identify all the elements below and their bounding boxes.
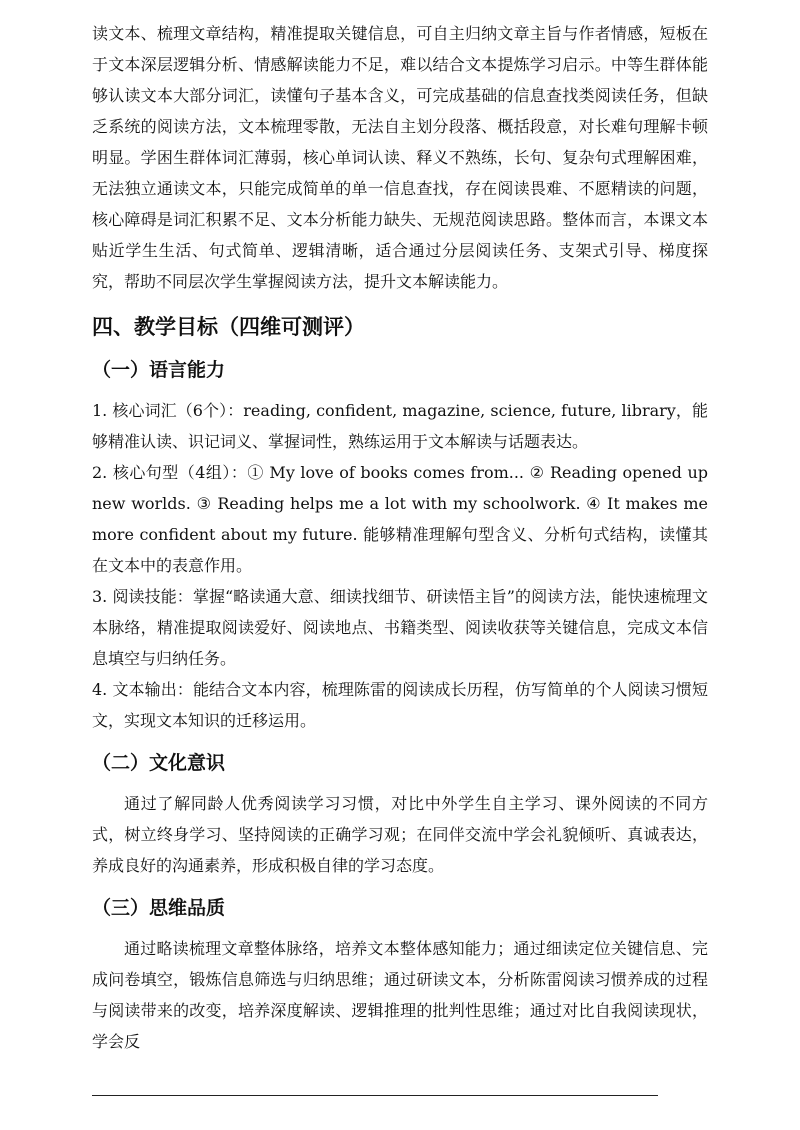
subsection-title-language: （一）语言能力	[92, 359, 226, 381]
document-page	[92, 18, 708, 1057]
subsection-title-thinking: （三）思维品质	[92, 897, 226, 919]
footer-divider	[92, 1095, 658, 1096]
list-item: 1. 核心词汇（6个）：reading, confident, magazine, science, future, library，能够精准认读、识记词义、掌握词性，熟练运用于文本解读与话题表达。	[92, 401, 708, 451]
list-item: 4. 文本输出：能结合文本内容，梳理陈雷的阅读成长历程，仿写简单的个人阅读习惯短文，实现文本知识的迁移运用。	[92, 680, 708, 730]
section-title: 四、教学目标（四维可测评）	[92, 315, 365, 339]
culture-paragraph: 通过了解同龄人优秀阅读学习习惯，对比中外学生自主学习、课外阅读的不同方式，树立终身学习、坚持阅读的正确学习观；在同伴交流中学会礼貌倾听、真诚表达，养成良好的沟通素养，形成积极自律的学习态度。	[92, 794, 708, 875]
intro-paragraph: 读文本、梳理文章结构，精准提取关键信息，可自主归纳文章主旨与作者情感，短板在于文本深层逻辑分析、情感解读能力不足，难以结合文本提炼学习启示。中等生群体能够认读文本大部分词汇，读懂句子基本含义，可完成基础的信息查找类阅读任务，但缺乏系统的阅读方法，文本梳理零散，无法自主划分段落、概括段意，对长难句理解卡顿明显。学困生群体词汇薄弱，核心单词认读、释义不熟练，长句、复杂句式理解困难，无法独立通读文本，只能完成简单的单一信息查找，存在阅读畏难、不愿精读的问题，核心障碍是词汇积累不足、文本分析能力缺失、无规范阅读思路。整体而言，本课文本贴近学生生活、句式简单、逻辑清晰，适合通过分层阅读任务、支架式引导、梯度探究，帮助不同层次学生掌握阅读方法，提升文本解读能力。	[92, 24, 708, 291]
subsection-title-culture: （二）文化意识	[92, 752, 226, 774]
list-item: 2. 核心句型（4组）：① My love of books comes from... ② Reading opened up new worlds. ③ Reading helps me a lot with my schoolwork. ④ It makes me more confident about my future. 能够精准理解句型含义、分析句式结构，读懂其在文本中的表意作用。	[92, 463, 708, 575]
thinking-paragraph: 通过略读梳理文章整体脉络，培养文本整体感知能力；通过细读定位关键信息、完成问卷填空，锻炼信息筛选与归纳思维；通过研读文本，分析陈雷阅读习惯养成的过程与阅读带来的改变，培养深度解读、逻辑推理的批判性思维；通过对比自我阅读现状，学会反	[92, 939, 708, 1051]
list-item: 3. 阅读技能：掌握“略读通大意、细读找细节、研读悟主旨”的阅读方法，能快速梳理文本脉络，精准提取阅读爱好、阅读地点、书籍类型、阅读收获等关键信息，完成文本信息填空与归纳任务。	[92, 587, 708, 668]
